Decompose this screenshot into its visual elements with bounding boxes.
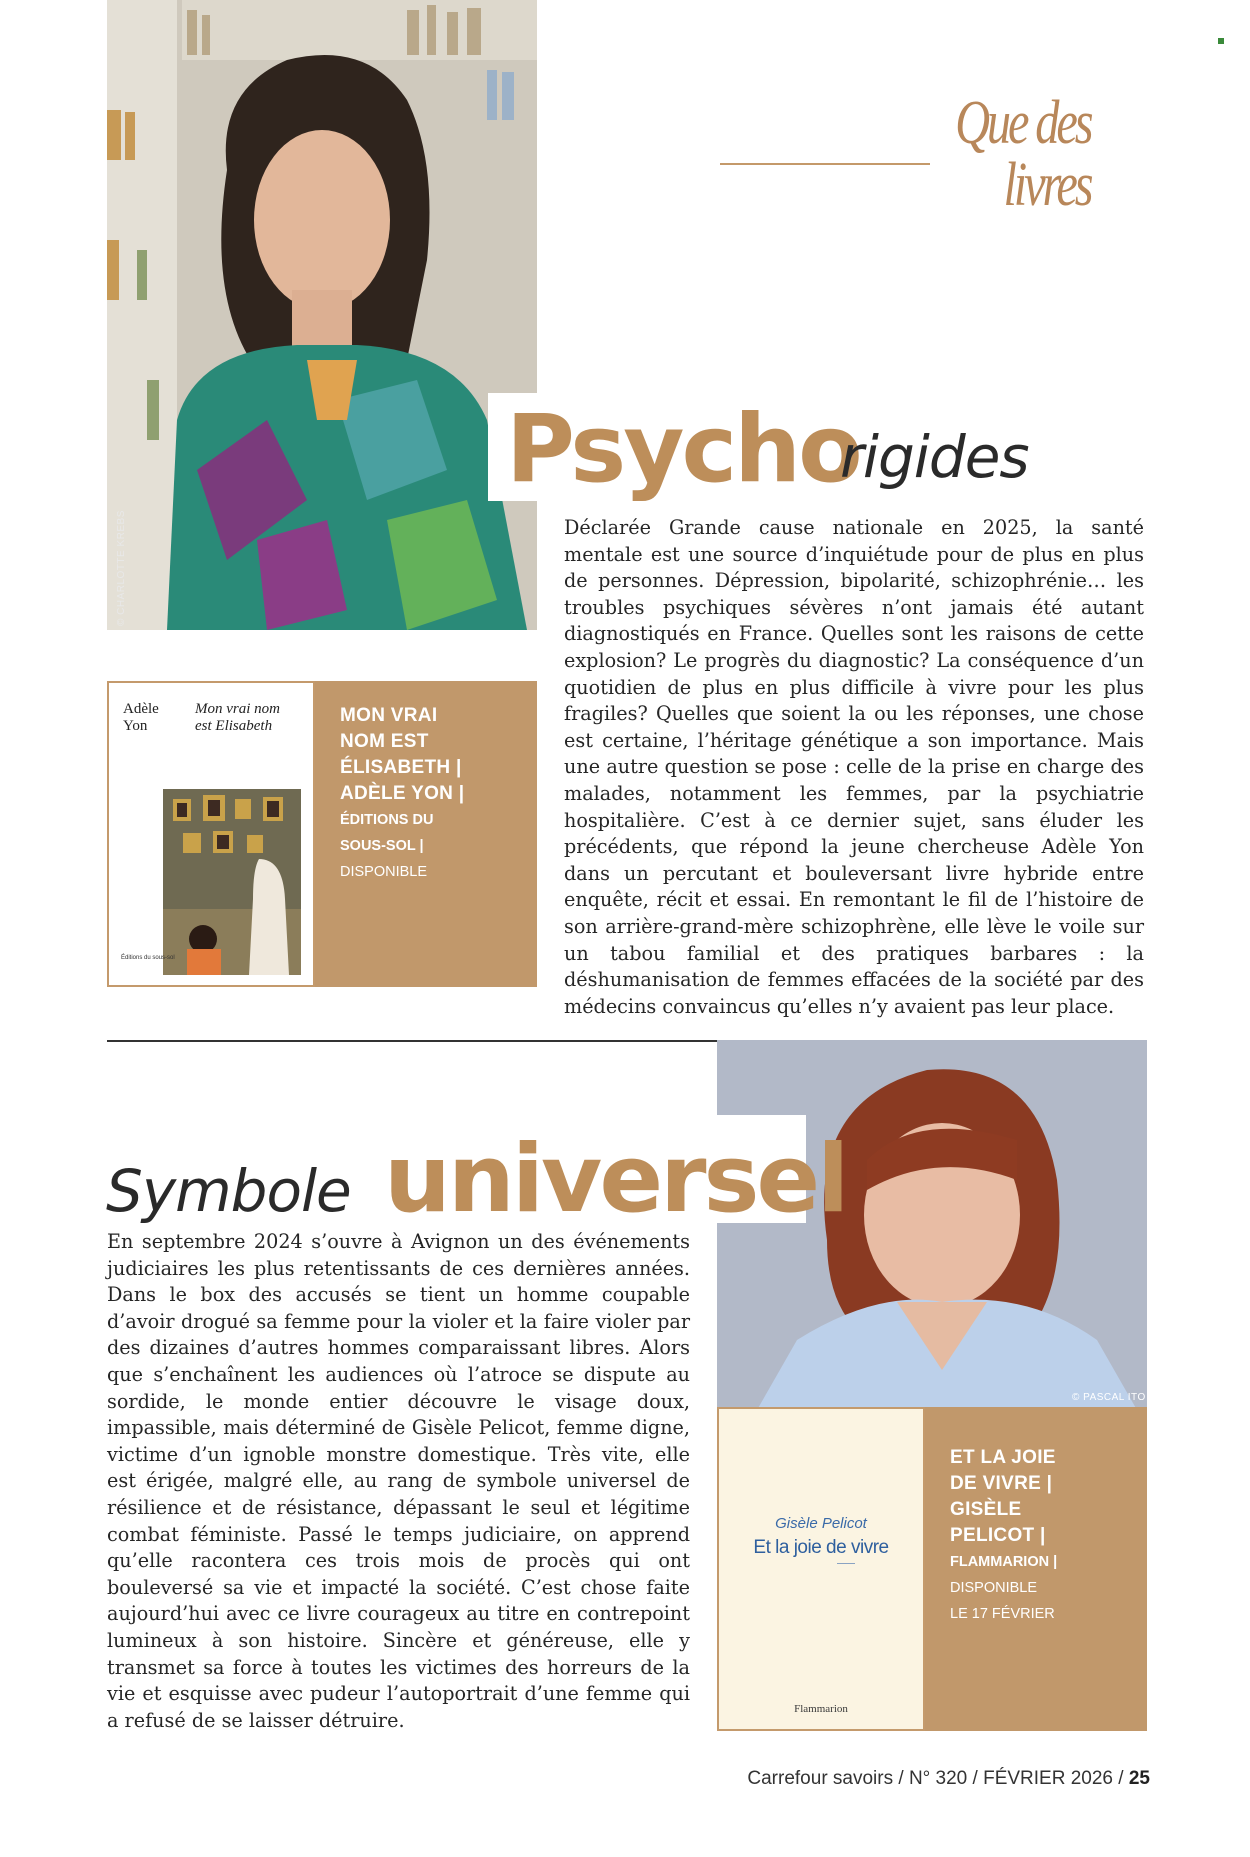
- book-info-panel-1: [315, 681, 537, 987]
- cover-publisher: Flammarion: [794, 1703, 848, 1715]
- book-publisher-line: ÉDITIONS DU: [340, 812, 434, 828]
- title-light-word: Symbole: [106, 1157, 351, 1225]
- article-body: En septembre 2024 s’ouvre à Avignon un des événements judiciaires les plus retentissants de ces dernières années. Dans le box des accusés se tient un homme coupable d’avoir drogué sa femme pour la violer et la faire violer par des dizaines d’autres hommes comparaissant libres. Alors que s’enchaînent les audiences où l’atroce se dispute au sordide, le monde entier découvre le visage doux, impassible, mais déterminé de Gisèle Pelicot, femme digne, victime d’un ignoble monstre domestique. Très vite, elle est érigée, malgré elle, au rang de symbole universel de résilience et de résistance, dépassant le seul et légitime combat féministe. Passé le temps judiciaire, on apprend qu’elle racontera ces trois mois de procès qui ont bouleversé sa vie et impacté la société. C’est chose faite aujourd’hui avec ce livre courageux au titre en contrepoint lumineux à son histoire. Sincère et généreuse, elle y transmet sa force à toutes les victimes des horreurs de la vie et esquisse avec pudeur l’autoportrait d’une femme qui a refusé de se laisser détruire.: [107, 1230, 690, 1732]
- article-title-psycho-rigides: [488, 393, 1048, 504]
- book-release-date: LE 17 FÉVRIER: [950, 1606, 1055, 1622]
- book-author: ADÈLE YON |: [340, 783, 465, 804]
- issue-date: FÉVRIER 2026: [983, 1768, 1114, 1789]
- book-availability: DISPONIBLE: [950, 1580, 1038, 1596]
- rubric-title: Que des livres: [955, 89, 1091, 219]
- cover-painting: [163, 789, 301, 975]
- book-title-line: ET LA JOIE: [950, 1447, 1056, 1468]
- article-body: Déclarée Grande cause nationale en 2025, la santé mentale est une source d’inquiétude pour de plus en plus de personnes. Dépression, bipolarité, schizophrénie… les troubles psychiques sévères n’ont jamais été autant diagnostiqués en France. Quelles sont les raisons de cette explosion? Le progrès du diagnostic? La conséquence d’un quotidien de plus en plus difficile à vivre pour les plus fragiles? Quelles que soient la ou les réponses, une chose est certaine, l’héritage génétique a son importance. Mais une autre question se pose : celle de la prise en charge des malades, notamment les femmes, par la psychiatrie hospitalière. C’est à ce dernier sujet, sans éluder les précédents, que répond la jeune chercheuse Adèle Yon dans un percutant et bouleversant livre hybride entre enquête, récit et essai. En remontant le fil de l’histoire de son arrière-grand-mère schizophrène, elle lève le voile sur un tabou familial et des pratiques barbares : la déshumanisation de femmes effacées de la société par des médecins convaincus qu’elles n’y avaient pas leur place.: [564, 516, 1144, 1018]
- book-title-line: ÉLISABETH |: [340, 757, 462, 778]
- page-number: 25: [1128, 1768, 1150, 1789]
- article-title-symbole-universel: [96, 1115, 847, 1234]
- book-publisher-line: SOUS-SOL |: [340, 838, 424, 854]
- title-bold-word: Psycho: [506, 395, 860, 504]
- cover-title: Mon vrai nom est Elisabeth: [195, 701, 280, 734]
- photo-credit: © CHARLOTTE KREBS: [116, 510, 127, 626]
- issue-number: N° 320: [908, 1768, 968, 1789]
- book-cover-et-la-joie-de-vivre: [717, 1407, 925, 1731]
- magazine-name: Carrefour savoirs: [747, 1768, 894, 1789]
- book-title-line: DE VIVRE |: [950, 1473, 1053, 1494]
- cover-title: Et la joie de vivre: [753, 1537, 889, 1558]
- section-divider: [107, 1040, 717, 1042]
- cover-publisher: Éditions du sous-sol: [121, 955, 175, 961]
- cover-author: Adèle Yon: [123, 701, 159, 734]
- cover-rule: [837, 1563, 855, 1565]
- author-photo-adele-yon: [107, 0, 537, 630]
- photo-credit: © PASCAL ITO: [1072, 1392, 1146, 1403]
- title-light-word: rigides: [840, 423, 1029, 491]
- book-publisher: FLAMMARION |: [950, 1554, 1058, 1570]
- book-title-line: NOM EST: [340, 731, 429, 752]
- book-availability: DISPONIBLE: [340, 864, 428, 880]
- cover-author: Gisèle Pelicot: [775, 1515, 867, 1532]
- book-author-line: PELICOT |: [950, 1525, 1046, 1546]
- title-bold-word: universel: [384, 1125, 847, 1234]
- book-cover-mon-vrai-nom: [107, 681, 315, 987]
- page-footer: Carrefour savoirs / N° 320 / FÉVRIER 2026 / 25: [747, 1768, 1150, 1789]
- book-info-panel-2: [925, 1407, 1147, 1731]
- corner-mark: [1218, 38, 1224, 44]
- book-author-line: GISÈLE: [950, 1499, 1022, 1520]
- book-title-line: MON VRAI: [340, 705, 438, 726]
